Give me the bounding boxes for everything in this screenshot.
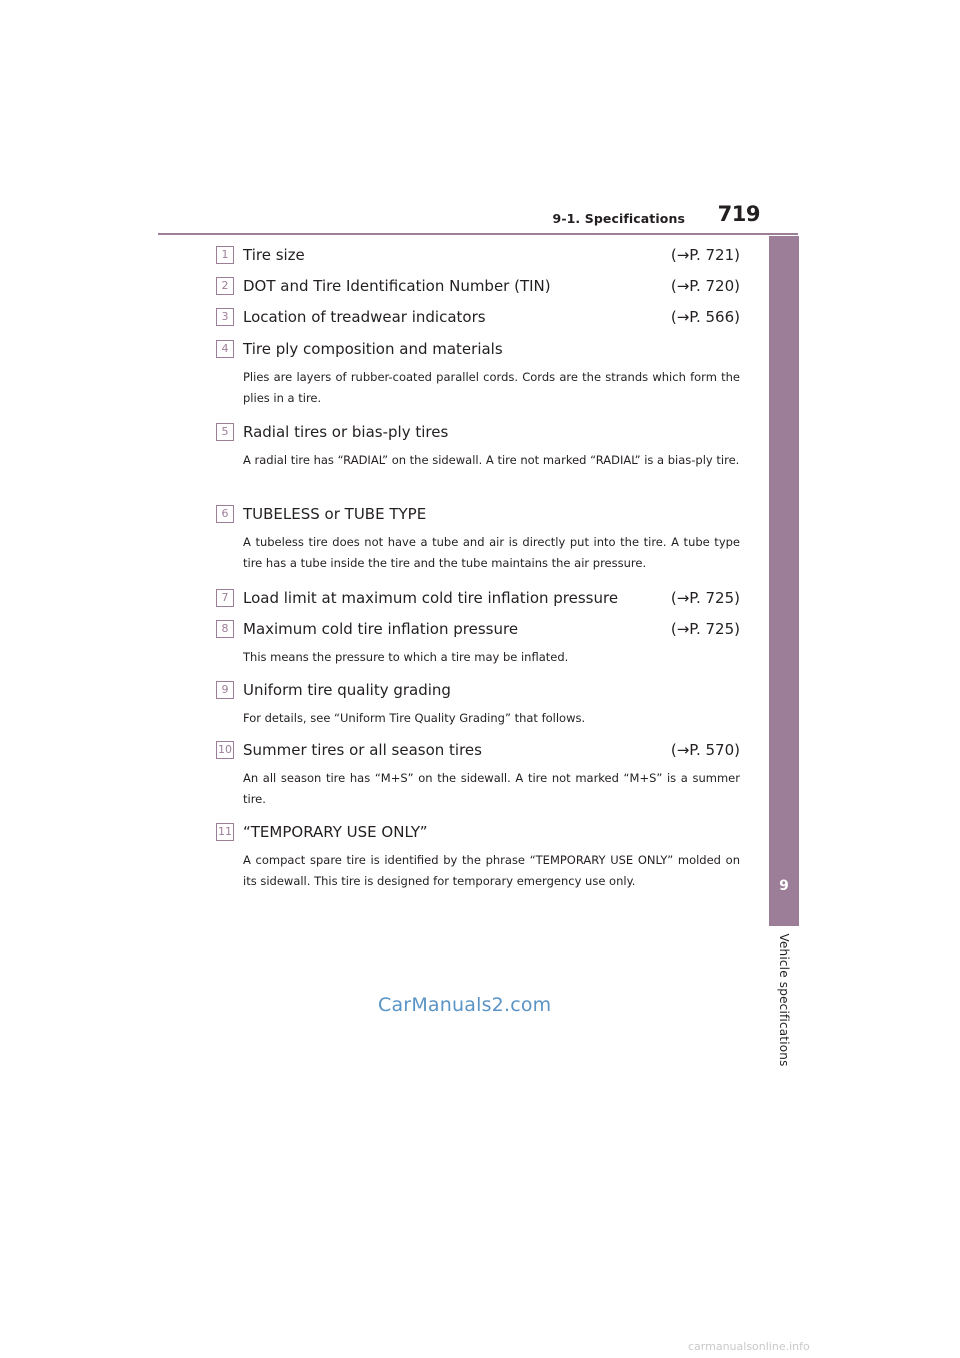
item-description: An all season tire has “M+S” on the sidewall. A tire not marked “M+S” is a summer tire. <box>243 771 740 806</box>
item-title: Maximum cold tire inflation pressure <box>243 620 519 638</box>
list-item <box>216 738 740 810</box>
item-title: Summer tires or all season tires <box>243 741 482 759</box>
item-description: A radial tire has “RADIAL” on the sidewall. A tire not marked “RADIAL” is a bias-ply tire. <box>243 453 740 467</box>
item-description: A tubeless tire does not have a tube and air is directly put into the tire. A tube type tire has a tube inside the tire and the tube maintains the air pressure. <box>243 535 740 570</box>
page-number: 719 <box>717 202 760 226</box>
item-number-badge: 2 <box>216 277 234 295</box>
item-number-badge: 11 <box>216 823 234 841</box>
list-item <box>216 586 740 610</box>
list-item <box>216 502 740 574</box>
footer-watermark: carmanualsonline.info <box>688 1340 810 1353</box>
item-number-badge: 9 <box>216 681 234 699</box>
list-item <box>216 337 740 409</box>
item-number-badge: 6 <box>216 505 234 523</box>
watermark-link[interactable]: CarManuals2.com <box>378 994 552 1016</box>
list-item <box>216 820 740 892</box>
list-item <box>216 420 740 471</box>
item-title: Tire size <box>243 246 305 264</box>
item-number-badge: 5 <box>216 423 234 441</box>
item-title: Location of treadwear indicators <box>243 308 486 326</box>
chapter-tab <box>769 236 799 926</box>
page-reference-link[interactable]: (→P. 725) <box>670 620 740 638</box>
chapter-title: Vehicle specifications <box>777 933 791 1067</box>
item-title: “TEMPORARY USE ONLY” <box>243 823 428 841</box>
header-rule <box>158 233 798 235</box>
item-title: TUBELESS or TUBE TYPE <box>243 505 427 523</box>
item-description: For details, see “Uniform Tire Quality Grading” that follows. <box>243 711 586 725</box>
item-number-badge: 3 <box>216 308 234 326</box>
item-title: Tire ply composition and materials <box>243 340 503 358</box>
item-title: Uniform tire quality grading <box>243 681 451 699</box>
page-header <box>158 200 798 236</box>
list-item <box>216 243 740 267</box>
item-number-badge: 7 <box>216 589 234 607</box>
section-title: 9-1. Specifications <box>552 211 685 226</box>
item-number-badge: 8 <box>216 620 234 638</box>
item-number-badge: 1 <box>216 246 234 264</box>
page-reference-link[interactable]: (→P. 720) <box>670 277 740 295</box>
item-number-badge: 10 <box>216 741 234 759</box>
page-reference-link[interactable]: (→P. 566) <box>670 308 740 326</box>
item-title: Radial tires or bias-ply tires <box>243 423 449 441</box>
item-description: Plies are layers of rubber-coated parallel cords. Cords are the strands which form the plies in a tire. <box>243 370 740 405</box>
item-description: This means the pressure to which a tire may be inflated. <box>243 650 569 664</box>
chapter-number: 9 <box>779 878 789 894</box>
item-title: Load limit at maximum cold tire inflation pressure <box>243 589 619 607</box>
page-reference-link[interactable]: (→P. 570) <box>670 741 740 759</box>
list-item <box>216 678 740 729</box>
list-item <box>216 274 740 298</box>
item-description: A compact spare tire is identified by the phrase “TEMPORARY USE ONLY” molded on its sidewall. This tire is designed for temporary emergency use only. <box>243 853 740 888</box>
list-item <box>216 305 740 329</box>
page-reference-link[interactable]: (→P. 721) <box>670 246 740 264</box>
item-number-badge: 4 <box>216 340 234 358</box>
item-title: DOT and Tire Identification Number (TIN) <box>243 277 551 295</box>
page-reference-link[interactable]: (→P. 725) <box>670 589 740 607</box>
list-item <box>216 617 740 668</box>
